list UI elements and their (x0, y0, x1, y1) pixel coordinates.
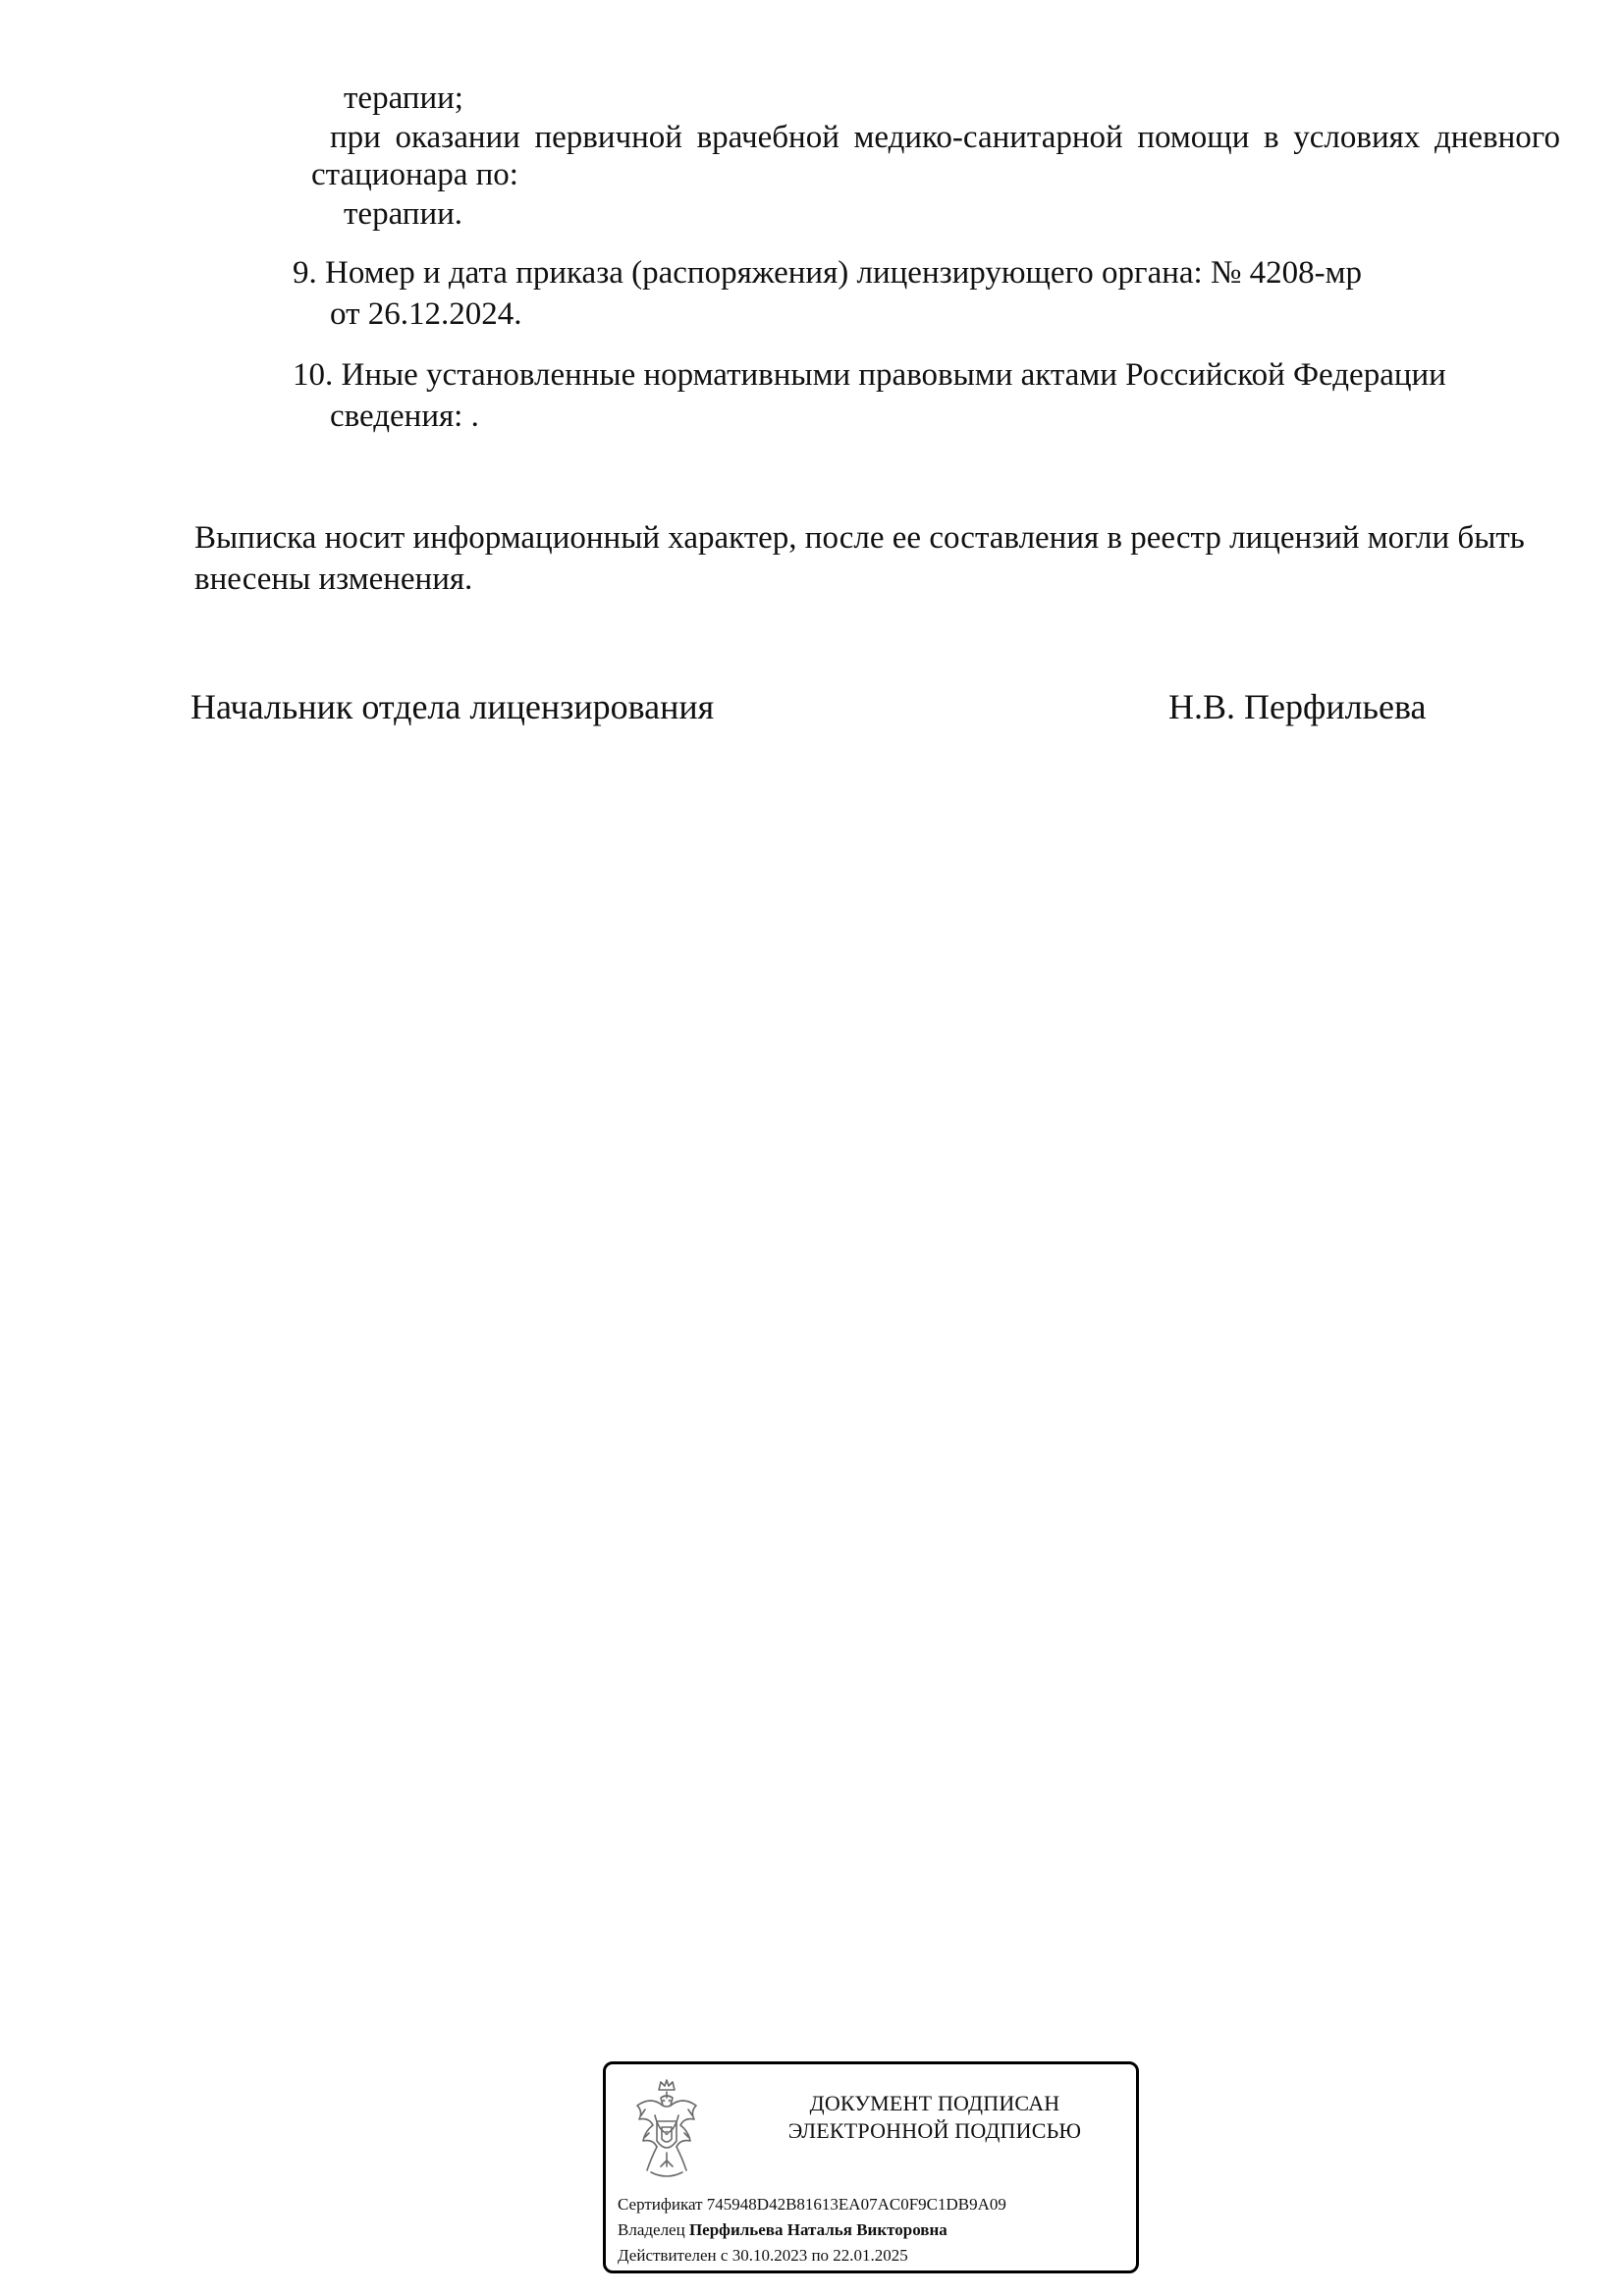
certificate-line (618, 2194, 1006, 2216)
day-hospital-line-b: стационара по: (311, 157, 518, 192)
stamp-heading-line-2: ЭЛЕКТРОННОЙ ПОДПИСЬЮ (787, 2118, 1082, 2143)
owner-line (618, 2219, 947, 2241)
certificate-label: Сертификат (618, 2195, 703, 2214)
item-10-other: 10. Иные установленные нормативными правовыми актами Российской Федерации (293, 357, 1446, 393)
validity-line: Действителен с 30.10.2023 по 22.01.2025 (618, 2246, 908, 2265)
item-10-info: сведения: . (330, 399, 479, 434)
signatory-name: Н.В. Перфильева (1168, 687, 1427, 726)
certificate-value: 745948D42B81613EA07AC0F9C1DB9A09 (706, 2195, 1006, 2214)
therapy-line-2: терапии. (344, 196, 463, 232)
therapy-line-1: терапии; (344, 80, 463, 116)
stamp-heading-line-1: ДОКУМЕНТ ПОДПИСАН (809, 2091, 1060, 2115)
owner-value: Перфильева Наталья Викторовна (688, 2220, 947, 2239)
notice-line-1: Выписка носит информационный характер, после ее составления в реестр лицензий могли быть (194, 520, 1525, 556)
coat-of-arms-icon (622, 2076, 712, 2186)
day-hospital-line-a: при оказании первичной врачебной медико-санитарной помощи в условиях дневного (330, 120, 1560, 155)
owner-label: Владелец (618, 2220, 685, 2239)
item-9-order: 9. Номер и дата приказа (распоряжения) лицензирующего органа: № 4208-мр (293, 255, 1363, 291)
notice-line-2: внесены изменения. (194, 561, 473, 597)
item-9-date: от 26.12.2024. (330, 296, 522, 332)
signatory-position: Начальник отдела лицензирования (190, 687, 715, 726)
electronic-signature-stamp (603, 2061, 1139, 2273)
